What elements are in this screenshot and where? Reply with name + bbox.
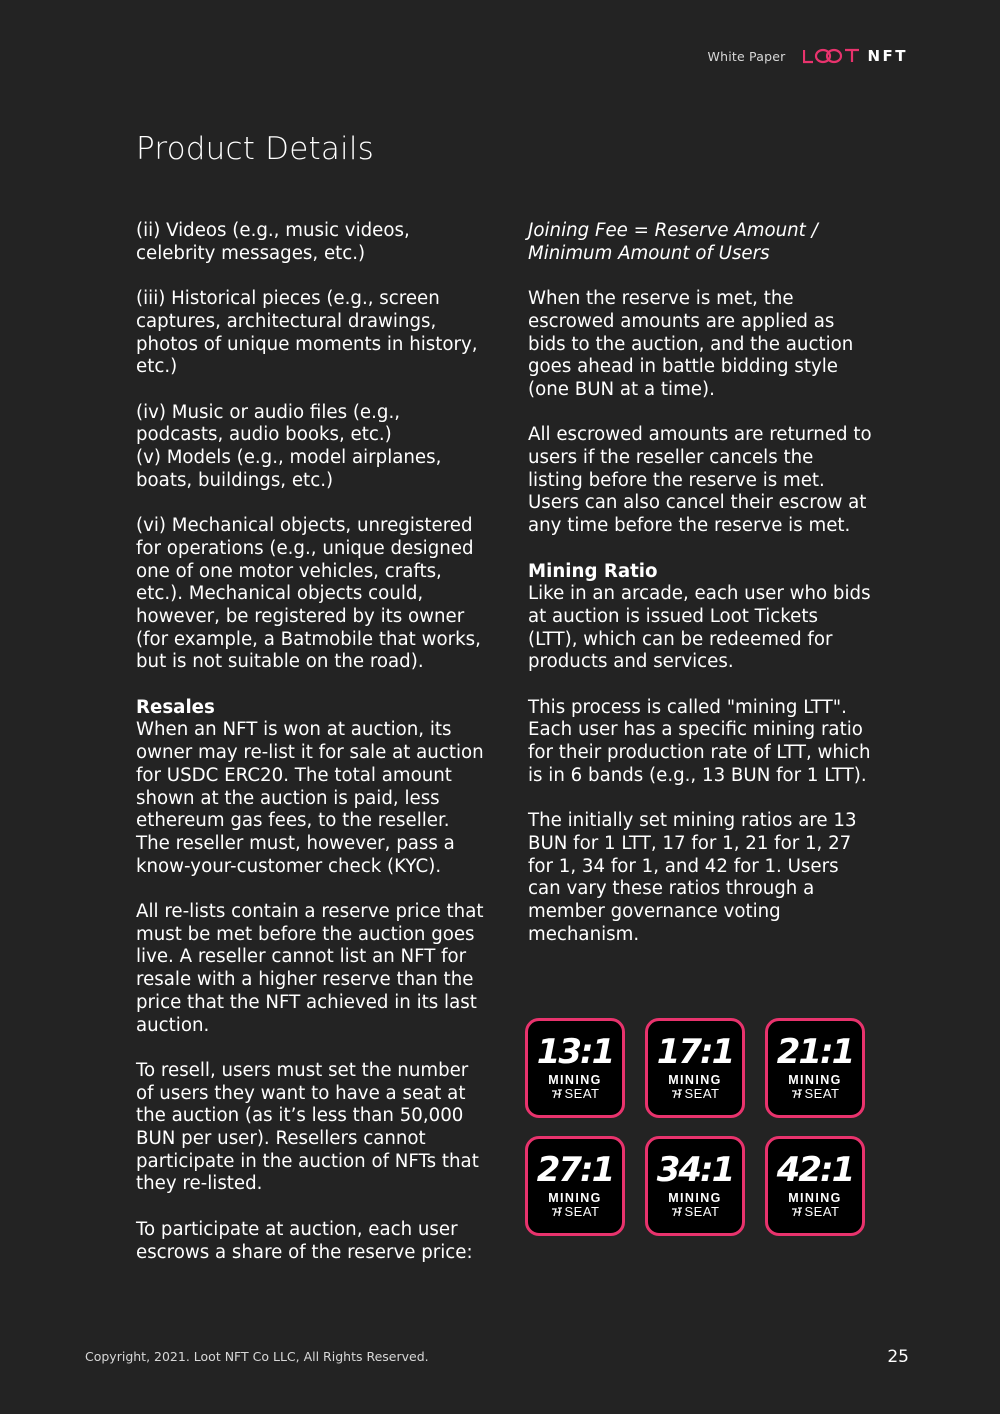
tile-ratio: 27:1: [536, 1150, 614, 1190]
paragraph-videos: (ii) Videos (e.g., music videos, celebrity messages, etc.): [136, 220, 410, 264]
tile-seat-row: [551, 1087, 600, 1101]
page-number: 25: [887, 1347, 909, 1367]
right-column: [528, 220, 873, 969]
mining-seat-tile: [645, 1018, 745, 1118]
paragraph-participate: To participate at auction, each user escrows a share of the reserve price:: [136, 1218, 473, 1263]
mining-seat-tile: [765, 1136, 865, 1236]
seat-icon: [791, 1088, 803, 1100]
tile-seat-row: [671, 1087, 720, 1101]
tile-mining-label: MINING: [548, 1191, 602, 1205]
seat-icon: [551, 1206, 563, 1218]
paragraph-reserve-price: All re-lists contain a reserve price that must be met before the auction goes live. A reseller cannot list an NFT for resale with a higher reserve than the price that the NFT achieved in its last auction.: [136, 901, 484, 1036]
tile-seat-label: SEAT: [804, 1086, 840, 1101]
tile-seat-label: SEAT: [564, 1086, 600, 1101]
paragraph-mechanical-objects: (vi) Mechanical objects, unregistered for operations (e.g., unique designed one of one motor vehicles, crafts, etc.). Mechanical objects could, however, be registered by its owner (for example, a Batmobile that works, but is not suitable on the road).: [136, 515, 481, 673]
mining-seat-tile: [645, 1136, 745, 1236]
logo-loot-mark: [803, 48, 861, 64]
mining-seat-tile: [525, 1136, 625, 1236]
tile-ratio: 13:1: [536, 1032, 614, 1072]
tile-seat-label: SEAT: [804, 1204, 840, 1219]
seat-icon: [551, 1088, 563, 1100]
tile-seat-label: SEAT: [564, 1204, 600, 1219]
tile-seat-row: [791, 1205, 840, 1219]
mining-seat-tiles: [525, 1018, 865, 1236]
resales-heading: Resales: [136, 696, 215, 718]
loot-nft-logo: [803, 47, 908, 65]
paragraph-historical-pieces: (iii) Historical pieces (e.g., screen captures, architectural drawings, photos of unique moments in history, etc.): [136, 288, 478, 378]
paragraph-resell-seats: To resell, users must set the number of users they want to have a seat at the auction (as it’s less than 50,000 BUN per user). Resellers cannot participate in the auction of NFTs that they re-listed.: [136, 1059, 479, 1195]
mining-seat-tile: [765, 1018, 865, 1118]
page-title: Product Details: [136, 131, 375, 167]
page-header: [708, 47, 908, 65]
tile-ratio: 42:1: [776, 1150, 854, 1190]
paragraph-arcade-tickets: Like in an arcade, each user who bids at auction is issued Loot Tickets (LTT), which can be redeemed for products and services.: [528, 583, 871, 673]
tile-seat-row: [671, 1205, 720, 1219]
logo-nft-text: NFT: [867, 47, 908, 65]
tile-mining-label: MINING: [788, 1073, 842, 1087]
mining-seat-tile: [525, 1018, 625, 1118]
tile-seat-label: SEAT: [684, 1086, 720, 1101]
tile-seat-label: SEAT: [684, 1204, 720, 1219]
seat-icon: [671, 1206, 683, 1218]
tile-mining-label: MINING: [668, 1191, 722, 1205]
paragraph-initial-ratios: The initially set mining ratios are 13 BUN for 1 LTT, 17 for 1, 21 for 1, 27 for 1, 34 for 1, and 42 for 1. Users can vary these ratios through a member governance voting mechanism.: [528, 810, 857, 945]
seat-icon: [791, 1206, 803, 1218]
paragraph-reserve-met: When the reserve is met, the escrowed amounts are applied as bids to the auction, and the auction goes ahead in battle bidding style (one BUN at a time).: [528, 288, 854, 400]
tile-seat-row: [791, 1087, 840, 1101]
paragraph-models: (v) Models (e.g., model airplanes, boats, buildings, etc.): [136, 447, 442, 491]
tile-ratio: 17:1: [656, 1032, 734, 1072]
tile-mining-label: MINING: [668, 1073, 722, 1087]
document-type-label: White Paper: [707, 48, 786, 64]
joining-fee-formula: Joining Fee = Reserve Amount / Minimum Amount of Users: [528, 220, 818, 264]
tile-seat-row: [551, 1205, 600, 1219]
footer-copyright: Copyright, 2021. Loot NFT Co LLC, All Rights Reserved.: [85, 1349, 429, 1364]
paragraph-resales-intro: When an NFT is won at auction, its owner may re-list it for sale at auction for USDC ERC20. The total amount shown at the auction is paid, less ethereum gas fees, to the reseller. The reseller must, however, pass a know-your-customer check (KYC).: [136, 719, 484, 877]
tile-mining-label: MINING: [788, 1191, 842, 1205]
paragraph-music-audio: (iv) Music or audio files (e.g., podcasts, audio books, etc.): [136, 401, 401, 446]
tile-ratio: 21:1: [776, 1032, 854, 1072]
tile-mining-label: MINING: [548, 1073, 602, 1087]
seat-icon: [671, 1088, 683, 1100]
left-column: [136, 220, 488, 1287]
paragraph-escrow-return: All escrowed amounts are returned to users if the reseller cancels the listing before the reserve is met. Users can also cancel their escrow at any time before the reserve is met.: [528, 424, 872, 537]
tile-ratio: 34:1: [656, 1150, 734, 1190]
mining-ratio-heading: Mining Ratio: [528, 560, 658, 582]
paragraph-mining-ltt: This process is called "mining LTT". Each user has a specific mining ratio for their production rate of LTT, which is in 6 bands (e.g., 13 BUN for 1 LTT).: [528, 696, 871, 786]
